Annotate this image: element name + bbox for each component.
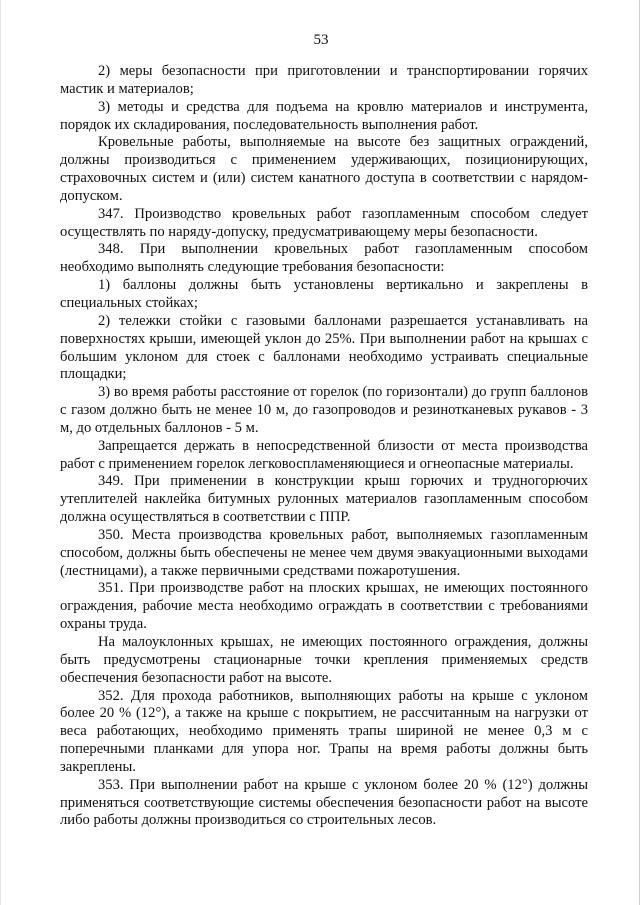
paragraph-low-slope-roofs: На малоуклонных крышах, не имеющих постоянного ограждения, должны быть предусмотрены стационарные точки крепления применяемых средств обеспечения безопасности работ на высоте.: [60, 634, 588, 686]
paragraph-348-item-3: 3) во время работы расстояние от горелок (по горизонтали) до групп баллонов с газом должно быть не менее 10 м, до газопроводов и резинотканевых рукавов - 3 м, до отдельных баллонов - 5 м.: [60, 384, 588, 436]
paragraph-348-item-1: 1) баллоны должны быть установлены вертикально и закреплены в специальных стойках;: [60, 277, 588, 311]
paragraph-prohibition: Запрещается держать в непосредственной близости от места производства работ с применением горелок легковоспламеняющиеся и огнеопасные материалы.: [60, 437, 588, 472]
paragraph-352: 352. Для прохода работников, выполняющих работы на крыше с уклоном более 20 % (12°), а также на крыше с покрытием, не рассчитанным на нагрузки от веса работающих, необходимо применять трапы шириной не менее 0,3 м с поперечными планками для упора ног. Трапы на время работы должны быть закреплены.: [60, 687, 588, 775]
paragraph-348-item-2: 2) тележки стойки с газовыми баллонами разрешается устанавливать на поверхностях крыши, имеющей уклон до 25%. При выполнении работ на крышах с большим уклоном для стоек с баллонами необходимо устраивать специальные площадки;: [60, 312, 588, 383]
paragraph-roofing-height-works: Кровельные работы, выполняемые на высоте без защитных ограждений, должны производиться с применением удерживающих, позиционирующих, страховочных систем и (или) систем канатного доступа в соответствии с нарядом-допуском.: [60, 134, 588, 204]
paragraph-347: 347. Производство кровельных работ газопламенным способом следует осуществлять по наряду-допуску, предусматривающему меры безопасности.: [60, 205, 588, 240]
paragraph-348: 348. При выполнении кровельных работ газопламенным способом необходимо выполнять следующие требования безопасности:: [60, 241, 588, 276]
paragraph-353: 353. При выполнении работ на крыше с уклоном более 20 % (12°) должны применяться соответствующие системы обеспечения безопасности работ на высоте либо работы должны производиться со строительных лесов.: [60, 776, 588, 829]
document-body: [60, 63, 588, 830]
paragraph-349: 349. При применении в конструкции крыш горючих и трудногорючих утеплителей наклейка битумных рулонных материалов газопламенным способом должна осуществляться в соответствии с ППР.: [60, 473, 588, 526]
paragraph-item-3: 3) методы и средства для подъема на кровлю материалов и инструмента, порядок их складирования, последовательность выполнения работ.: [60, 98, 588, 133]
paragraph-351: 351. При производстве работ на плоских крышах, не имеющих постоянного ограждения, рабочие места необходимо ограждать в соответствии с требованиями охраны труда.: [60, 580, 588, 633]
paragraph-item-2: 2) меры безопасности при приготовлении и транспортировании горячих мастик и материалов;: [60, 63, 588, 97]
paragraph-350: 350. Места производства кровельных работ, выполняемых газопламенным способом, должны быть обеспечены не менее чем двумя эвакуационными выходами (лестницами), а также первичными средствами пожаротушения.: [60, 526, 588, 579]
page-number: 53: [313, 32, 329, 48]
